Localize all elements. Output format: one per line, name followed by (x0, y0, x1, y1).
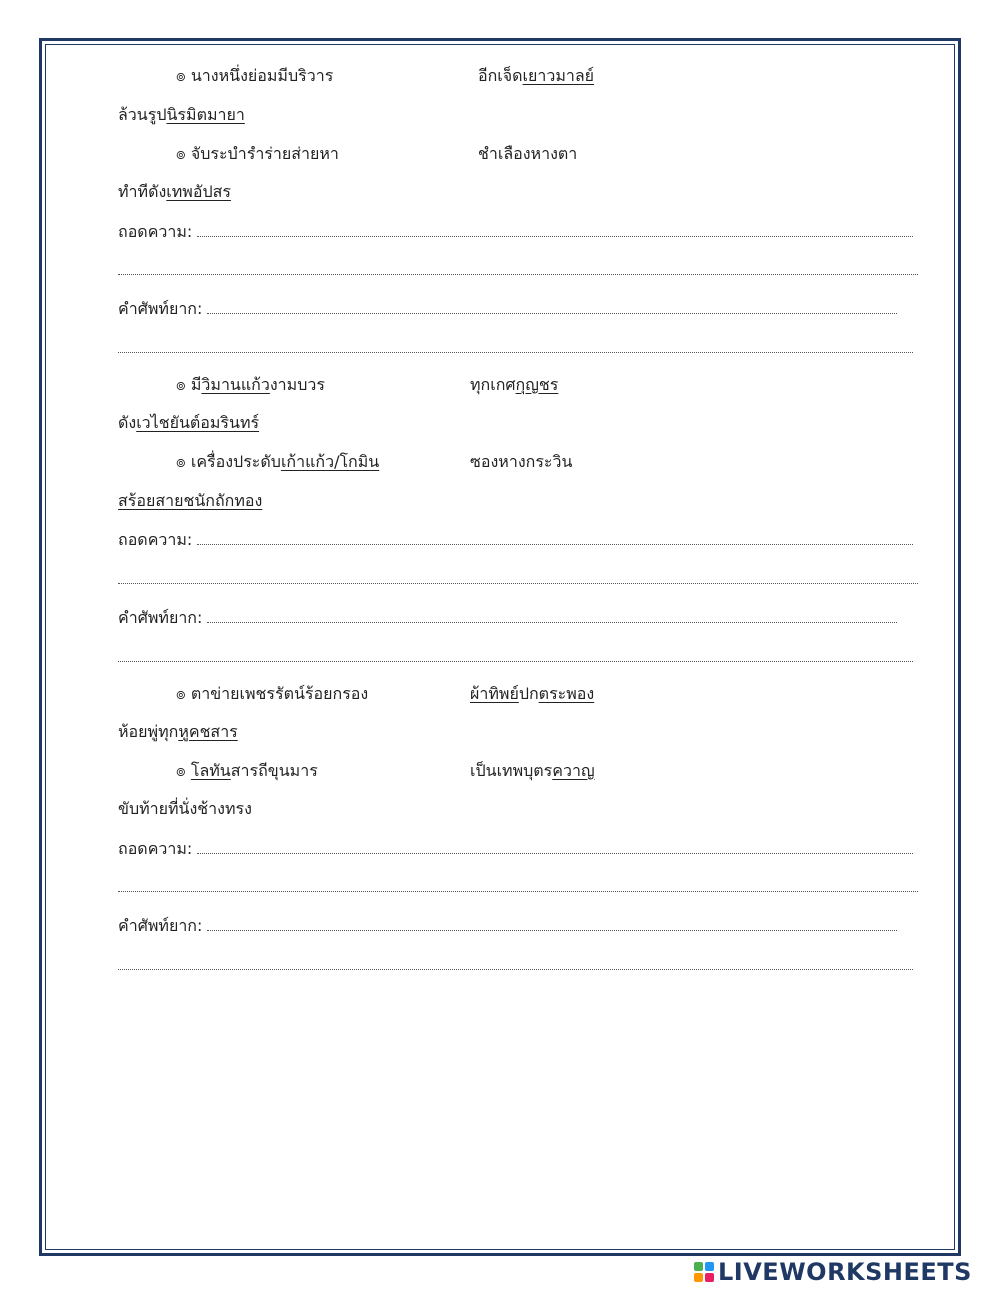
vocab-field-1[interactable]: คำศัพท์ยาก: (118, 299, 913, 319)
translation-field-1-line2[interactable] (118, 260, 918, 280)
translation-field-1[interactable]: ถอดความ: (118, 222, 918, 242)
translation-field-2[interactable]: ถอดความ: (118, 530, 918, 550)
translation-field-2-line2[interactable] (118, 569, 918, 589)
vocab-field-3[interactable]: คำศัพท์ยาก: (118, 916, 913, 936)
stanza2-line3a: ๏ เครื่องประดับเก้าแก้ว/โกมิน (176, 452, 380, 471)
liveworksheets-logo (694, 1257, 972, 1287)
liveworksheets-brand-text: LIVEWORKSHEETS (718, 1258, 972, 1286)
vocab-field-3-line2[interactable] (118, 955, 913, 975)
vocab-field-2[interactable]: คำศัพท์ยาก: (118, 608, 913, 628)
stanza1-line1b: อีกเจ็ดเยาวมาลย์ (478, 66, 595, 85)
stanza1-line3a: ๏ จับระบำรำร่ายส่ายหา (176, 144, 339, 163)
translation-field-3-line2[interactable] (118, 877, 918, 897)
stanza1-line1a: ๏ นางหนึ่งย่อมมีบริวาร (176, 66, 334, 85)
stanza1-line4: ทำทีดังเทพอัปสร (118, 182, 231, 201)
stanza1-line2: ล้วนรูปนิรมิตมายา (118, 105, 245, 124)
stanza3-line3a: ๏ โลทันสารถีขุนมาร (176, 761, 318, 780)
stanza2-line3b: ซองหางกระวิน (470, 452, 573, 471)
stanza2-line1b: ทุกเกศกุญชร (470, 375, 559, 394)
stanza2-line1a: ๏ มีวิมานแก้วงามบวร (176, 375, 325, 394)
stanza3-line4: ขับท้ายที่นั่งช้างทรง (118, 799, 252, 818)
stanza3-line1b: ผ้าทิพย์ปกตระพอง (470, 684, 595, 703)
translation-field-3[interactable]: ถอดความ: (118, 839, 918, 859)
stanza2-line2: ดังเวไชยันต์อมรินทร์ (118, 413, 260, 432)
stanza2-line4: สร้อยสายชนักถักทอง (118, 491, 263, 510)
vocab-field-2-line2[interactable] (118, 647, 913, 667)
stanza3-line2: ห้อยพู่ทุกหูคชสาร (118, 722, 238, 741)
stanza1-line3b: ชำเลืองหางตา (478, 144, 578, 163)
vocab-field-1-line2[interactable] (118, 338, 913, 358)
liveworksheets-logo-icon (694, 1262, 714, 1282)
stanza3-line3b: เป็นเทพบุตรควาญ (470, 761, 595, 780)
stanza3-line1a: ๏ ตาข่ายเพชรรัตน์ร้อยกรอง (176, 684, 369, 703)
